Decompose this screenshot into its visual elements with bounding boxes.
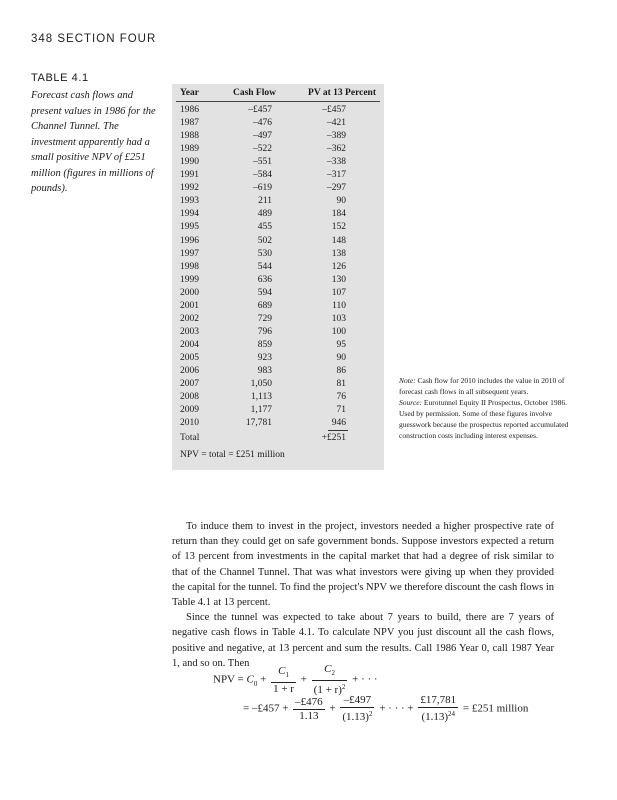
cell-year: 2005 [180,352,199,363]
fraction-c2-num-sub: 2 [331,669,335,678]
cell-year: 1997 [180,248,199,259]
column-header-cash-flow: Cash Flow [232,88,276,98]
note-text: Cash flow for 2010 includes the value in 2010 of forecast cash flows in all subsequent years. [399,376,565,396]
fraction-c2-num: C [324,663,332,675]
cell-pv: 103 [331,313,346,324]
cell-cf: –619 [253,183,272,194]
cell-cf: 594 [257,287,272,298]
cell-pv: –421 [327,118,346,129]
cell-pv: 71 [336,405,346,416]
cell-cf: 455 [257,222,272,233]
cell-year: 2003 [180,326,199,337]
source-text: Eurotunnel Equity II Prospectus, October 1986. Used by permission. Some of these figures involve guesswork because the prospectus reported accumulated construction costs including interest expenses. [399,398,569,440]
cell-year: 2007 [180,379,199,390]
page-header: 348 SECTION FOUR [31,33,157,45]
npv-formula-general [213,663,378,697]
cell-year: 2004 [180,339,199,350]
table-npv-row [172,448,412,463]
cell-pv: 90 [336,196,346,207]
table-note [399,375,577,441]
cell-cf: 544 [257,261,272,272]
total-label: Total [180,433,200,443]
cell-pv: 148 [331,235,346,246]
fraction-c1-num: C [278,664,286,677]
cell-pv: 81 [336,379,346,390]
source-label: Source: [399,398,423,407]
cell-cf: 211 [258,196,272,207]
cell-year: 1999 [180,274,199,285]
cell-year: 1996 [180,235,199,246]
cell-pv: 946 [331,418,346,429]
fraction-497-num: –£497 [340,694,374,708]
cell-year: 2008 [180,392,199,403]
cell-cf: 636 [257,274,272,285]
table-total-row [172,431,384,446]
cell-pv: –317 [327,170,346,181]
fraction-476-num: –£476 [295,695,323,708]
fraction-c1-den: 1 + r [273,682,294,695]
table-caption: Forecast cash flows and present values in 1986 for the Channel Tunnel. The investment apparently had a small positive NPV of £251 million (figures in millions of pounds). [31,90,156,194]
cell-cf: –476 [253,118,272,129]
cell-pv: 184 [331,209,346,220]
cell-cf: 859 [257,339,272,350]
fraction-476-den: 1.13 [299,709,319,722]
fraction-17781 [418,694,458,724]
cell-pv: 126 [331,261,346,272]
table-label: TABLE 4.1 [31,72,89,84]
cell-year: 1988 [180,131,199,142]
cell-year: 2010 [180,418,199,429]
cell-pv: 86 [336,366,346,376]
cell-cf: 17,781 [245,418,272,429]
cell-year: 2000 [180,287,199,298]
eq-c0: C [246,673,254,686]
cell-pv: 138 [331,248,346,259]
cell-pv: –389 [327,131,346,142]
table-row [172,416,384,431]
total-value: +£251 [321,433,346,443]
cell-pv: 100 [331,326,346,337]
npv-formula-numeric [243,694,528,724]
cell-cf: 489 [257,209,272,220]
cell-year: 1987 [180,118,199,129]
column-header-pv: PV at 13 Percent [308,88,376,98]
fraction-c2-exp: 2 [341,683,346,692]
fraction-497-exp: 2 [368,710,373,718]
cell-cf: 502 [257,235,272,246]
column-header-year: Year [180,88,199,98]
cell-pv: –£457 [322,105,346,115]
cell-pv: 90 [336,352,346,363]
fraction-17781-exp: 24 [448,710,456,718]
cell-cf: –£457 [248,105,272,115]
fraction-c2-den: (1 + r) [313,684,342,697]
cell-pv: –362 [327,144,346,155]
cell-cf: 983 [257,366,272,376]
cell-cf: 796 [257,326,272,337]
eq2-start: = –£457 + [243,702,292,715]
cell-pv: 107 [331,287,346,298]
note-label: Note: [399,376,416,385]
eq-lhs: NPV = [213,673,247,686]
cell-pv: 152 [331,222,346,233]
eq2-result: = £251 million [462,702,529,715]
eq-c0-sub: 0 [253,679,258,688]
cell-cf: 729 [257,313,272,324]
cell-year: 1989 [180,144,199,155]
cell-year: 1992 [180,183,199,194]
cell-pv: 95 [336,339,346,350]
header-rule [176,101,380,102]
table-header-row [172,86,384,101]
body-text [172,519,554,671]
fraction-17781-num: £17,781 [420,694,457,706]
cell-pv: –338 [327,157,346,168]
cell-pv: 76 [336,392,346,403]
cell-year: 1986 [180,105,199,115]
cell-cf: 530 [257,248,272,259]
cell-year: 2002 [180,313,199,324]
cell-cf: –584 [253,170,272,181]
cell-pv: 130 [331,274,346,285]
cell-year: 2006 [180,366,199,376]
fraction-17781-den: (1.13) [421,711,449,723]
eq2-mid: + · · · + [379,702,417,715]
fraction-497-den: (1.13) [342,711,369,723]
eq-tail: + · · · [352,673,378,686]
cell-cf: –522 [253,144,272,155]
cell-cf: 689 [257,300,272,311]
cell-year: 1995 [180,222,199,233]
eq-plus-2: + [300,673,310,686]
cell-cf: –551 [253,157,272,168]
fraction-c1-num-sub: 1 [285,670,289,679]
cell-year: 2009 [180,405,199,416]
cell-year: 1991 [180,170,199,181]
cell-cf: 1,050 [250,379,272,390]
paragraph-1: To induce them to invest in the project, investors needed a higher prospective rate of return than they could get on safe government bonds. Suppose investors expected a return of 13 percent from investments in the capital market that had a degree of risk similar to that of the Channel Tunnel. That was what investors were giving up when they provided the capital for the tunnel. To find the project's NPV we therefore discount the cash flows in Table 4.1 at 13 percent. [172,521,554,609]
fraction-c2 [312,663,348,697]
fraction-c1 [271,665,296,696]
paragraph-2: Since the tunnel was expected to take about 7 years to build, there are 7 years of negative cash flows in Table 4.1. To calculate NPV you just discount all the cash flows, positive and negative, at 13 percent and sum the results. Call 1986 Year 0, call 1987 Year 1, and so on. Then [172,612,554,669]
eq2-plus: + [329,702,339,715]
cell-year: 2001 [180,300,199,311]
cell-year: 1994 [180,209,199,220]
fraction-476 [293,696,325,723]
eq-plus: + [257,673,270,686]
cell-year: 1993 [180,196,199,207]
cell-cf: 1,113 [250,392,272,403]
cell-pv: –297 [327,183,346,194]
fraction-497 [340,694,374,724]
cell-cf: –497 [253,131,272,142]
npv-line: NPV = total = £251 million [180,450,285,460]
cell-cf: 1,177 [250,405,272,416]
cell-pv: 110 [332,300,346,311]
cell-year: 1990 [180,157,199,168]
cell-year: 1998 [180,261,199,272]
cell-cf: 923 [257,352,272,363]
